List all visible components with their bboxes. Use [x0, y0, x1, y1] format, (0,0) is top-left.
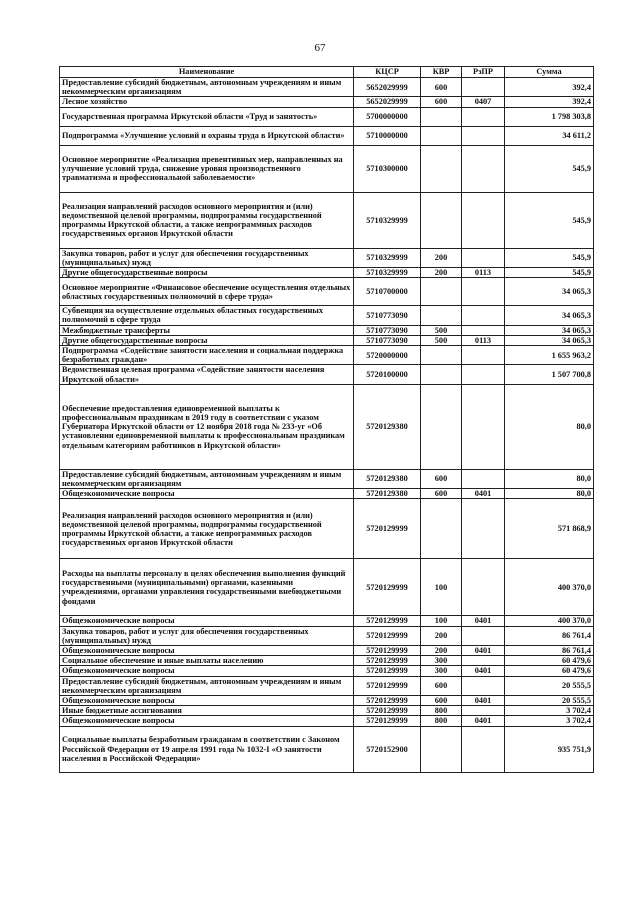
table-row	[60, 726, 594, 772]
table-row	[60, 384, 594, 469]
table-row	[60, 192, 594, 248]
row-kvr-cell: 500	[421, 335, 462, 345]
row-code-cell: 5720129999	[354, 696, 421, 706]
row-sum-cell: 935 751,9	[505, 726, 594, 772]
row-name-cell: Ведомственная целевая программа «Содействие занятости населения Иркутской области»	[60, 365, 354, 384]
row-rzpr-cell: 0401	[462, 646, 505, 656]
row-code-cell: 5720129999	[354, 499, 421, 559]
row-rzpr-cell	[462, 107, 505, 126]
row-rzpr-cell: 0113	[462, 268, 505, 278]
row-rzpr-cell	[462, 469, 505, 488]
table-row	[60, 268, 594, 278]
row-sum-cell: 60 479,6	[505, 656, 594, 666]
row-rzpr-cell	[462, 384, 505, 469]
row-sum-cell: 571 868,9	[505, 499, 594, 559]
row-name-cell: Государственная программа Иркутской области «Труд и занятость»	[60, 107, 354, 126]
row-name-cell: Общеэкономические вопросы	[60, 696, 354, 706]
row-code-cell: 5710773090	[354, 306, 421, 325]
row-name-cell: Лесное хозяйство	[60, 97, 354, 107]
header-name: Наименование	[60, 67, 354, 78]
row-kvr-cell: 200	[421, 268, 462, 278]
row-rzpr-cell	[462, 145, 505, 192]
table-row	[60, 666, 594, 676]
row-sum-cell: 3 702,4	[505, 706, 594, 716]
row-rzpr-cell	[462, 365, 505, 384]
row-code-cell: 5710000000	[354, 126, 421, 145]
row-code-cell: 5720152900	[354, 726, 421, 772]
row-name-cell: Подпрограмма «Содействие занятости населения и социальная поддержка безработных граждан»	[60, 346, 354, 365]
row-kvr-cell: 200	[421, 626, 462, 645]
header-sum: Сумма	[505, 67, 594, 78]
row-sum-cell: 20 555,5	[505, 676, 594, 695]
row-kvr-cell: 300	[421, 656, 462, 666]
row-rzpr-cell: 0401	[462, 716, 505, 726]
row-sum-cell: 86 761,4	[505, 626, 594, 645]
row-rzpr-cell	[462, 626, 505, 645]
row-code-cell: 5710773090	[354, 325, 421, 335]
table-row	[60, 676, 594, 695]
row-sum-cell: 545,9	[505, 192, 594, 248]
row-name-cell: Обеспечение предоставления единовременной выплаты к профессиональным праздникам в 2019 году в соответствии с указом Губернатора Иркутской области от 12 ноября 2018 года № 233-уг «Об установлении единовременной выплаты к профессиональным праздникам отдельным категориям работников в Иркутской области»	[60, 384, 354, 469]
row-code-cell: 5720129380	[354, 489, 421, 499]
row-kvr-cell: 600	[421, 78, 462, 97]
row-kvr-cell	[421, 726, 462, 772]
row-rzpr-cell: 0401	[462, 666, 505, 676]
row-kvr-cell	[421, 365, 462, 384]
table-row	[60, 365, 594, 384]
row-kvr-cell	[421, 384, 462, 469]
row-rzpr-cell	[462, 676, 505, 695]
table-row	[60, 97, 594, 107]
row-kvr-cell: 800	[421, 716, 462, 726]
row-name-cell: Основное мероприятие «Реализация превентивных мер, направленных на улучшение условий труда, снижение уровня производственного травматизма и профессиональной заболеваемости»	[60, 145, 354, 192]
row-name-cell: Реализация направлений расходов основного мероприятия и (или) ведомственной целевой программы, подпрограммы государственной программы Иркутской области, а также непрограммных расходов государственных органов Иркутской области	[60, 499, 354, 559]
row-sum-cell: 20 555,5	[505, 696, 594, 706]
table-row	[60, 335, 594, 345]
budget-table	[59, 66, 594, 773]
row-kvr-cell: 200	[421, 248, 462, 267]
row-code-cell: 5720000000	[354, 346, 421, 365]
row-rzpr-cell	[462, 78, 505, 97]
row-name-cell: Общеэкономические вопросы	[60, 489, 354, 499]
row-sum-cell: 1 655 963,2	[505, 346, 594, 365]
row-code-cell: 5720129380	[354, 469, 421, 488]
table-row	[60, 706, 594, 716]
row-kvr-cell: 300	[421, 666, 462, 676]
row-rzpr-cell: 0401	[462, 696, 505, 706]
row-rzpr-cell	[462, 726, 505, 772]
table-row	[60, 489, 594, 499]
table-row	[60, 646, 594, 656]
table-row	[60, 499, 594, 559]
row-kvr-cell: 200	[421, 646, 462, 656]
row-kvr-cell: 100	[421, 616, 462, 626]
table-row	[60, 145, 594, 192]
row-code-cell: 5720129999	[354, 656, 421, 666]
row-name-cell: Предоставление субсидий бюджетным, автономным учреждениям и иным некоммерческим организациям	[60, 676, 354, 695]
row-code-cell: 5710300000	[354, 145, 421, 192]
row-code-cell: 5720129380	[354, 384, 421, 469]
row-rzpr-cell	[462, 192, 505, 248]
header-code: КЦСР	[354, 67, 421, 78]
row-name-cell: Закупка товаров, работ и услуг для обеспечения государственных (муниципальных) нужд	[60, 248, 354, 267]
table-row	[60, 107, 594, 126]
table-row	[60, 248, 594, 267]
row-kvr-cell	[421, 278, 462, 306]
row-rzpr-cell	[462, 656, 505, 666]
table-header-row	[60, 67, 594, 78]
row-sum-cell: 545,9	[505, 268, 594, 278]
row-kvr-cell: 100	[421, 559, 462, 616]
row-rzpr-cell: 0401	[462, 489, 505, 499]
row-rzpr-cell	[462, 559, 505, 616]
row-code-cell: 5720129999	[354, 666, 421, 676]
row-sum-cell: 400 370,0	[505, 559, 594, 616]
table-row	[60, 559, 594, 616]
table-row	[60, 306, 594, 325]
row-sum-cell: 80,0	[505, 469, 594, 488]
row-name-cell: Предоставление субсидий бюджетным, автономным учреждениям и иным некоммерческим организациям	[60, 78, 354, 97]
row-name-cell: Общеэкономические вопросы	[60, 666, 354, 676]
row-code-cell: 5710700000	[354, 278, 421, 306]
row-name-cell: Межбюджетные трансферты	[60, 325, 354, 335]
row-sum-cell: 34 065,3	[505, 335, 594, 345]
row-code-cell: 5720129999	[354, 706, 421, 716]
row-sum-cell: 3 702,4	[505, 716, 594, 726]
table-row	[60, 626, 594, 645]
row-code-cell: 5710773090	[354, 335, 421, 345]
row-name-cell: Расходы на выплаты персоналу в целях обеспечения выполнения функций государственными (муниципальными) органами, казенными учреждениями, органами управления государственными внебюджетными фондами	[60, 559, 354, 616]
row-sum-cell: 80,0	[505, 384, 594, 469]
table-row	[60, 656, 594, 666]
row-name-cell: Субвенция на осуществление отдельных областных государственных полномочий в сфере труда	[60, 306, 354, 325]
row-code-cell: 5710329999	[354, 192, 421, 248]
page-number: 67	[314, 42, 326, 54]
row-rzpr-cell: 0407	[462, 97, 505, 107]
row-name-cell: Общеэкономические вопросы	[60, 716, 354, 726]
header-rzpr: РзПР	[462, 67, 505, 78]
table-row	[60, 616, 594, 626]
row-sum-cell: 34 065,3	[505, 306, 594, 325]
row-rzpr-cell	[462, 126, 505, 145]
row-name-cell: Социальные выплаты безработным гражданам в соответствии с Законом Российской Федерации от 19 апреля 1991 года № 1032-I «О занятости населения в Российской Федерации»	[60, 726, 354, 772]
row-kvr-cell: 500	[421, 325, 462, 335]
row-code-cell: 5720100000	[354, 365, 421, 384]
row-sum-cell: 400 370,0	[505, 616, 594, 626]
table-row	[60, 325, 594, 335]
row-kvr-cell	[421, 346, 462, 365]
row-rzpr-cell	[462, 499, 505, 559]
row-sum-cell: 392,4	[505, 78, 594, 97]
table-row	[60, 126, 594, 145]
row-kvr-cell: 600	[421, 97, 462, 107]
row-name-cell: Иные бюджетные ассигнования	[60, 706, 354, 716]
row-sum-cell: 392,4	[505, 97, 594, 107]
row-name-cell: Предоставление субсидий бюджетным, автономным учреждениям и иным некоммерческим организациям	[60, 469, 354, 488]
table-row	[60, 78, 594, 97]
table-row	[60, 278, 594, 306]
row-code-cell: 5700000000	[354, 107, 421, 126]
row-code-cell: 5652029999	[354, 78, 421, 97]
row-code-cell: 5720129999	[354, 716, 421, 726]
row-code-cell: 5710329999	[354, 248, 421, 267]
row-kvr-cell	[421, 126, 462, 145]
row-rzpr-cell	[462, 325, 505, 335]
row-sum-cell: 80,0	[505, 489, 594, 499]
row-rzpr-cell	[462, 306, 505, 325]
table-row	[60, 696, 594, 706]
table-row	[60, 346, 594, 365]
row-sum-cell: 1 798 303,8	[505, 107, 594, 126]
row-code-cell: 5720129999	[354, 626, 421, 645]
row-sum-cell: 34 065,3	[505, 278, 594, 306]
row-sum-cell: 86 761,4	[505, 646, 594, 656]
row-kvr-cell: 600	[421, 676, 462, 695]
row-rzpr-cell	[462, 706, 505, 716]
row-kvr-cell: 600	[421, 696, 462, 706]
row-name-cell: Основное мероприятие «Финансовое обеспечение осуществления отдельных областных государственных полномочий в сфере труда»	[60, 278, 354, 306]
row-name-cell: Другие общегосударственные вопросы	[60, 335, 354, 345]
row-sum-cell: 34 611,2	[505, 126, 594, 145]
row-name-cell: Социальное обеспечение и иные выплаты населению	[60, 656, 354, 666]
row-code-cell: 5652029999	[354, 97, 421, 107]
row-name-cell: Другие общегосударственные вопросы	[60, 268, 354, 278]
header-kvr: КВР	[421, 67, 462, 78]
row-sum-cell: 34 065,3	[505, 325, 594, 335]
row-rzpr-cell	[462, 278, 505, 306]
row-name-cell: Закупка товаров, работ и услуг для обеспечения государственных (муниципальных) нужд	[60, 626, 354, 645]
row-sum-cell: 1 507 700,8	[505, 365, 594, 384]
row-code-cell: 5720129999	[354, 676, 421, 695]
row-rzpr-cell: 0401	[462, 616, 505, 626]
row-kvr-cell: 800	[421, 706, 462, 716]
row-sum-cell: 545,9	[505, 145, 594, 192]
table-row	[60, 469, 594, 488]
row-rzpr-cell	[462, 248, 505, 267]
row-rzpr-cell	[462, 346, 505, 365]
row-name-cell: Общеэкономические вопросы	[60, 646, 354, 656]
row-code-cell: 5710329999	[354, 268, 421, 278]
row-code-cell: 5720129999	[354, 616, 421, 626]
row-sum-cell: 545,9	[505, 248, 594, 267]
row-rzpr-cell: 0113	[462, 335, 505, 345]
table-body	[60, 78, 594, 773]
row-kvr-cell	[421, 306, 462, 325]
row-kvr-cell: 600	[421, 469, 462, 488]
row-sum-cell: 60 479,6	[505, 666, 594, 676]
row-kvr-cell	[421, 145, 462, 192]
row-kvr-cell	[421, 499, 462, 559]
row-code-cell: 5720129999	[354, 646, 421, 656]
row-kvr-cell: 600	[421, 489, 462, 499]
table-row	[60, 716, 594, 726]
row-name-cell: Реализация направлений расходов основного мероприятия и (или) ведомственной целевой программы, подпрограммы государственной программы Иркутской области, а также непрограммных расходов государственных органов Иркутской области	[60, 192, 354, 248]
row-name-cell: Подпрограмма «Улучшение условий и охраны труда в Иркутской области»	[60, 126, 354, 145]
row-kvr-cell	[421, 107, 462, 126]
row-kvr-cell	[421, 192, 462, 248]
row-code-cell: 5720129999	[354, 559, 421, 616]
row-name-cell: Общеэкономические вопросы	[60, 616, 354, 626]
